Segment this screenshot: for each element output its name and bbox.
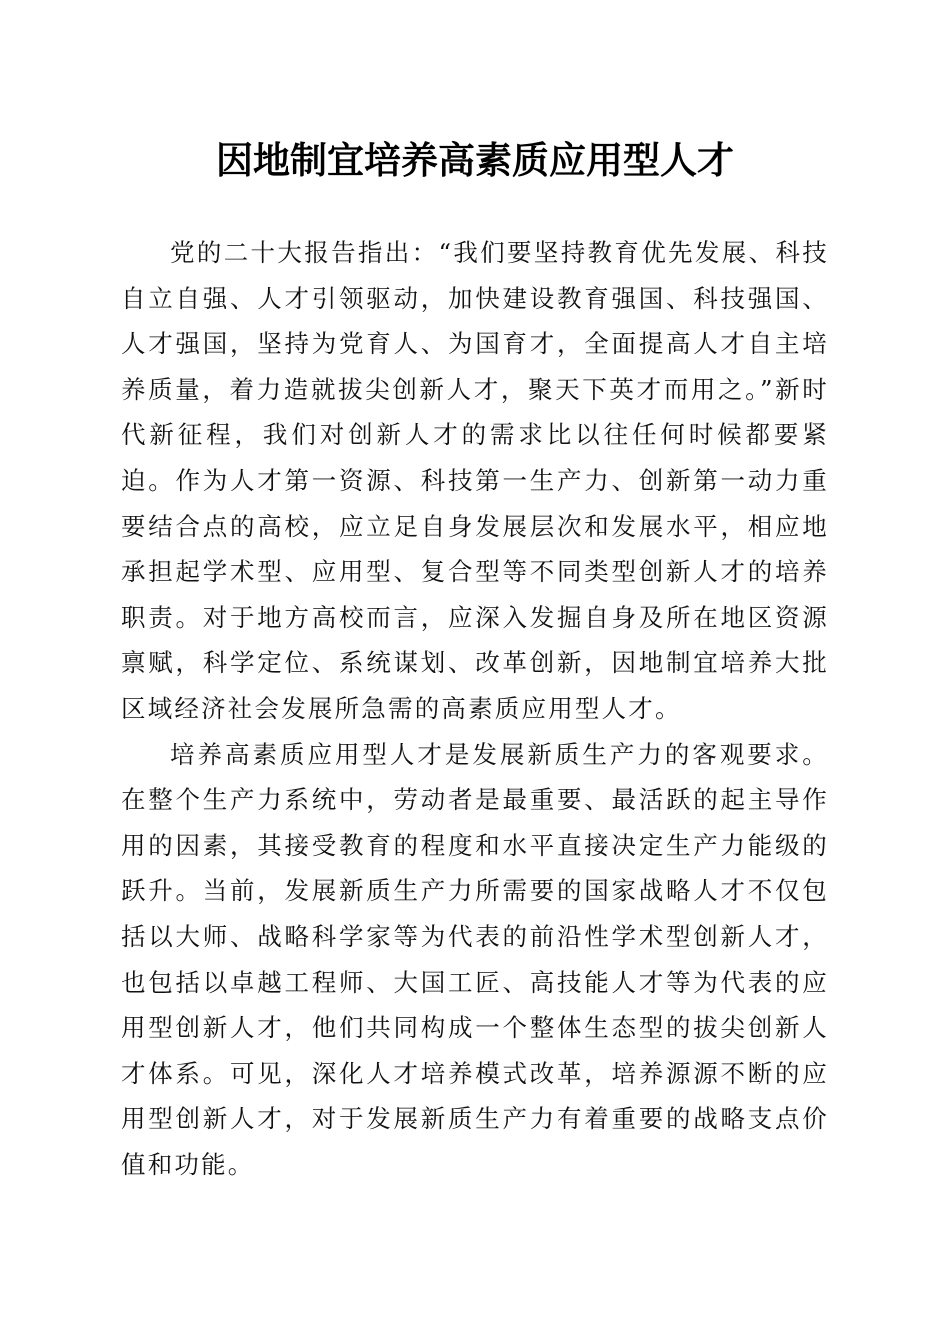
paragraph: 培养高素质应用型人才是发展新质生产力的客观要求。在整个生产力系统中，劳动者是最重要、最活跃的起主导作用的因素，其接受教育的程度和水平直接决定生产力能级的跃升。当前，发展新质生产力所需要的国家战略人才不仅包括以大师、战略科学家等为代表的前沿性学术型创新人才，也包括以卓越工程师、大国工匠、高技能人才等为代表的应用型创新人才，他们共同构成一个整体生态型的拔尖创新人才体系。可见，深化人才培养模式改革，培养源源不断的应用型创新人才，对于发展新质生产力有着重要的战略支点价值和功能。 <box>121 739 829 1179</box>
document-title: 因地制宜培养高素质应用型人才 <box>216 138 734 182</box>
paragraph: 党的二十大报告指出：“我们要坚持教育优先发展、科技自立自强、人才引领驱动，加快建设教育强国、科技强国、人才强国，坚持为党育人、为国育才，全面提高人才自主培养质量，着力造就拔尖创新人才，聚天下英才而用之。”新时代新征程，我们对创新人才的需求比以往任何时候都要紧迫。作为人才第一资源、科技第一生产力、创新第一动力重要结合点的高校，应立足自身发展层次和发展水平，相应地承担起学术型、应用型、复合型等不同类型创新人才的培养职责。对于地方高校而言，应深入发掘自身及所在地区资源禀赋，科学定位、系统谋划、改革创新，因地制宜培养大批区域经济社会发展所急需的高素质应用型人才。 <box>121 238 829 723</box>
document-body <box>121 230 829 1187</box>
